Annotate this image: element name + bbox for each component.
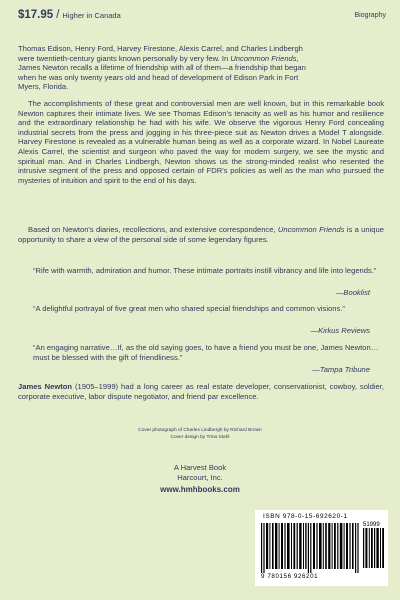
para1-line: were twentieth-century giants known personally by very few. In Uncommon Friends, [18, 53, 299, 63]
price-separator: / [56, 9, 60, 21]
description-paragraph-3 [18, 225, 384, 244]
barcode-icon [261, 523, 361, 573]
addon-barcode-icon [363, 528, 385, 568]
para1-line: Myers, Florida. [18, 82, 69, 92]
review-source-kirkus: —Kirkus Reviews [310, 326, 370, 335]
para3-before: Based on Newton's diaries, recollections, and extensive correspondence, [28, 225, 276, 234]
photo-credit: Cover photograph of Charles Lindbergh by Richard Brown [138, 428, 262, 433]
publisher-name: Harcourt, Inc. [177, 473, 223, 482]
book-title: Uncommon Friends [277, 225, 345, 234]
review-source-tampa: —Tampa Tribune [312, 365, 370, 374]
para3-after: is a unique opportunity to share a view of the personal side of some legendary figures. [18, 225, 384, 244]
para1-line: James Newton recalls a lifetime of friendship with all of them—a friendship that began [18, 63, 306, 73]
description-paragraph-2: The accomplishments of these great and controversial men are well known, but in this remarkable book Newton captures their intimate lives. We see Thomas Edison's tenacity as well as his humor and resilience and the extraordinary relationship he had with his wife. We observe the vigorous Henry Ford concealing industrial secrets from the press and jogging in his three-piece suit as Newton drives a Model T alongside. Harvey Firestone is revealed as a vulnerable human being as well as a corporate wizard. In Nobel Laureate Alexis Carrel, the scientist and surgeon who paved the way for modern surgery, we see the mystic and spiritual man. And in Charles Lindbergh, Newton shows us the strong-minded realist who resented the intrusive segment of the press and opposed certain of FDR's policies as well as the man who pursued the mysteries of intuition and spirit to the end of his days. [18, 99, 384, 185]
isbn-text: ISBN 978-0-15-692620-1 [263, 513, 348, 520]
publisher-url: www.hmhbooks.com [160, 485, 240, 494]
barcode-number: 9 780156 926201 [261, 573, 319, 580]
design-credit: Cover design by Trina Stahl [170, 435, 230, 440]
description-paragraph-1 [18, 44, 384, 92]
para1-line: when he was only twenty years old and head of development of Edison Park in Fort [18, 72, 299, 82]
barcode-block [255, 510, 388, 586]
author-bio [18, 382, 384, 401]
review-quote-booklist: “Rife with warmth, admiration and humor. These intimate portraits instill vibrancy and life into legends.” [33, 266, 377, 275]
author-name: James Newton [18, 382, 73, 391]
price-region: Higher in Canada [62, 11, 121, 20]
price-addon [363, 522, 385, 570]
para1-line: Thomas Edison, Henry Ford, Harvey Firestone, Alexis Carrel, and Charles Lindbergh [18, 44, 303, 53]
review-source-booklist: —Booklist [335, 288, 370, 297]
price-addon-text: 51999 [363, 522, 380, 528]
price-line [18, 9, 121, 21]
category-label: Biography [354, 12, 386, 19]
imprint-name: A Harvest Book [173, 463, 227, 472]
top-bar [18, 9, 386, 27]
author-bio-text: (1905–1999) had a long career as real estate developer, conservationist, cowboy, soldier, corporate executive, labor dispute negotiator, and friend par excellence. [18, 382, 384, 401]
review-quote-kirkus: “A delightful portrayal of five great men who shared special friendships and common visions.” [33, 304, 345, 313]
review-quote-tampa: “An engaging narrative…If, as the old saying goes, to have a friend you must be one, James Newton…must be blessed with the gift of friendliness.” [33, 343, 379, 362]
price: $17.95 [18, 9, 54, 21]
